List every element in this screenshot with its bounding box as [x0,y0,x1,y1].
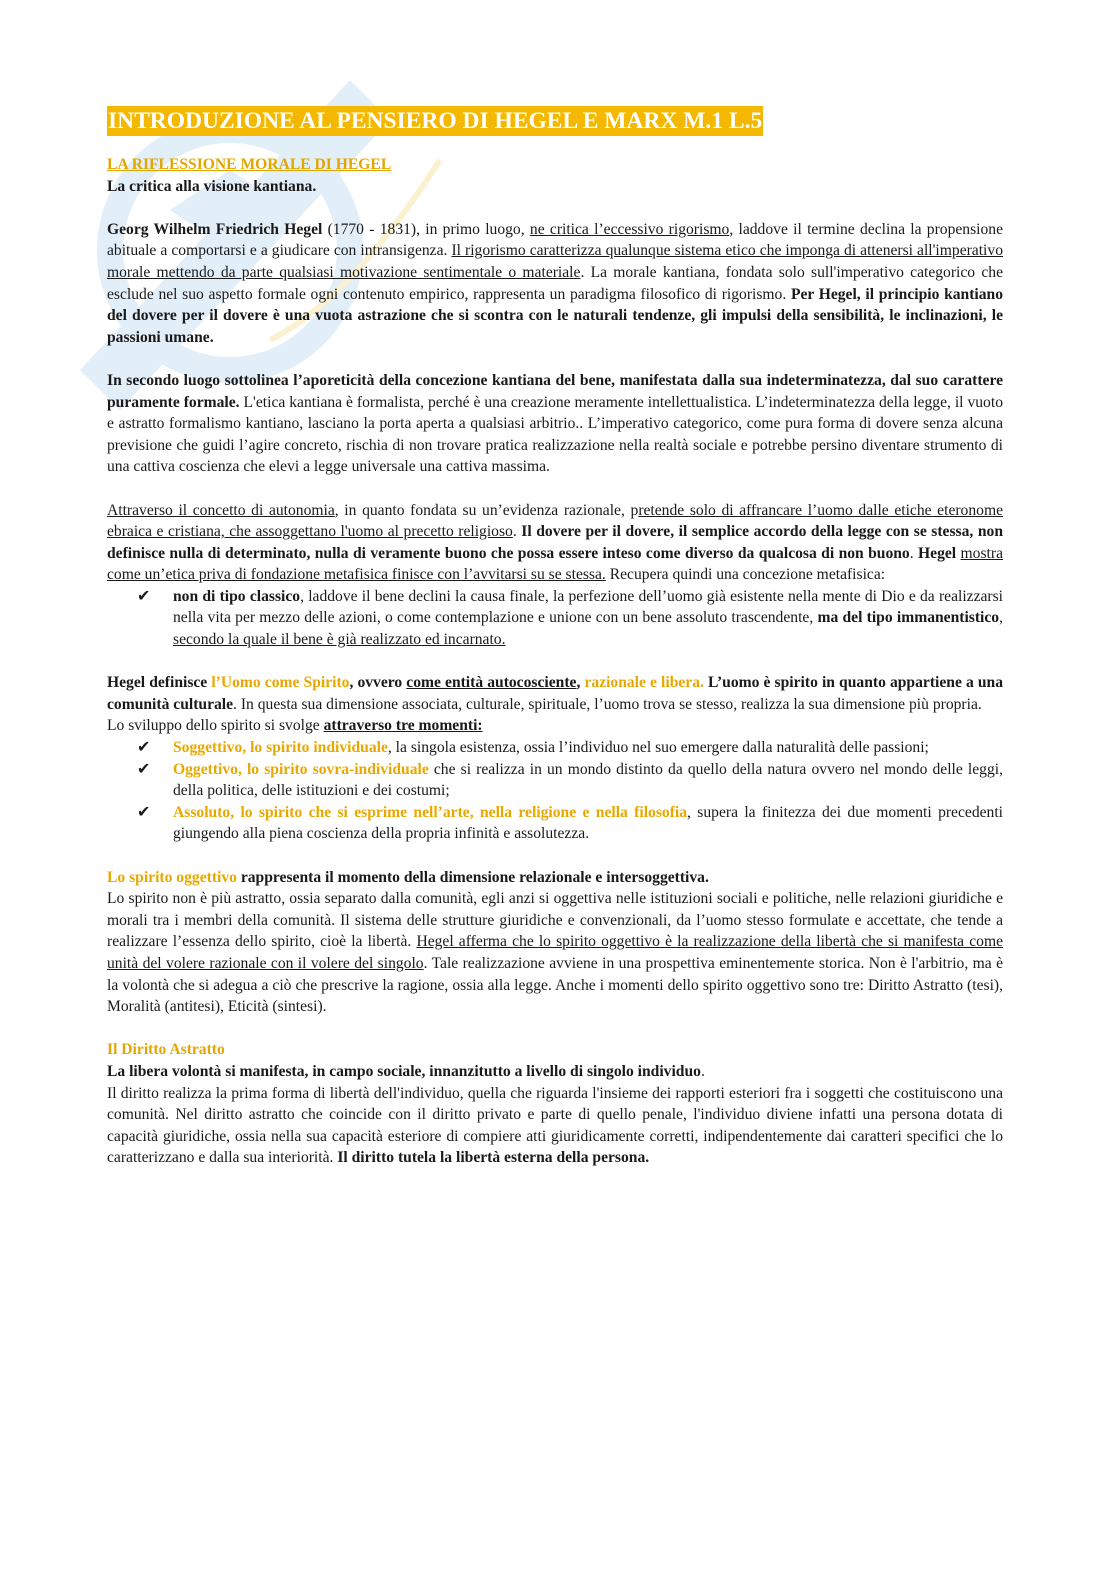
b1-underline-e: secondo la quale il bene è già realizzato ed incarnato. [173,631,506,649]
p3-underline-a: Attraverso il concetto di autonomia [107,501,335,519]
checkmark-icon: ✔ [137,587,151,605]
list-item [137,737,1003,759]
p4-orange-f: razionale e libera. [584,674,704,692]
b1-text-b: , laddove il bene declini la causa finale, la perfezione dell’uomo già esistente nella mente di Dio e da realizzarsi nella vita per mezzo delle azioni, o come contemplazione e unione con un bene assoluto trascendente, [173,587,1004,627]
section-heading-text: LA RIFLESSIONE MORALE DI HEGEL [107,156,392,173]
subsection-heading-text: Il Diritto Astratto [107,1041,225,1059]
list-item [137,759,1003,802]
s2-bold-lead: La libera volontà si manifesta, in campo sociale, innanzitutto a livello di singolo individuo [107,1062,701,1080]
p3-text-j: Recupera quindi una concezione metafisica: [605,566,886,584]
s2-lead-end: . [700,1062,705,1080]
paragraph-abstract-right [107,1083,1003,1169]
list-item [137,586,1004,651]
paragraph-objective-spirit-lead [107,867,1003,889]
p3-bold-g: Hegel [918,544,957,562]
p5-text-c: Lo spirito non è più astratto, ossia separato dalla comunità, egli anzi si oggettiva nelle istituzioni sociali e politiche, nelle relazioni giuridiche e morali tra i membri della comunità. Il sistema delle strutture giuridiche e convenzionali, da l’uomo stesso formulate e accettate, che tende a realizzare l’essenza dello spirito, cioè la libertà. [107,890,1003,951]
p5-bold-b: rappresenta il momento della dimensione relazionale e intersoggettiva. [236,868,709,886]
p4-bold-e: , [576,674,585,692]
p4-underline-j: attraverso tre momenti: [323,717,483,735]
b1-bold-c: ma del tipo immanentistico [817,609,1000,627]
p5-orange-a: Lo spirito oggettivo [107,868,237,886]
p1-underline-c: ne critica l’eccessivo rigorismo [529,220,730,238]
p4-orange-b: l’Uomo come Spirito [211,674,350,692]
paragraph-hegel-rigorism [107,219,1003,349]
section-heading [107,154,1003,176]
b1-text-d: , [999,609,1003,627]
p1-text-f: . La morale kantiana, fondata solo sull'imperativo categorico che esclude nel suo aspetto formale ogni contenuto empirico, rappresenta un paradigma filosofico di rigorismo. [107,263,1003,303]
document-page [107,106,1003,1169]
moment-text: , supera la finitezza dei due momenti precedenti giungendo alla piena coscienza della propria infinità e assolutezza. [173,803,1003,843]
paragraph-aporeticity [107,370,1003,478]
p3-underline-c: retende solo di affrancare l’uomo dalle etiche eteronome ebraica e cristiana, che assoggettano l'uomo al precetto religioso [107,501,1003,541]
moments-list [107,737,1003,845]
paragraph-autonomy [107,500,1003,586]
p1-text-b: (1770 - 1831), in primo luogo, [322,220,530,238]
moment-text: , la singola esistenza, ossia l’individuo nel suo emergere dalla naturalità delle passioni; [387,739,929,757]
p1-name: Georg Wilhelm Friedrich Hegel [107,220,323,238]
moment-title: Assoluto, lo spirito che si esprime nell’arte, nella religione e nella filosofia [173,803,688,821]
p4-text-h: . In questa sua dimensione associata, culturale, spirituale, l’uomo trova se stesso, realizza la sua dimensione più propria. [233,695,982,713]
metaphysics-list [107,586,1003,651]
p1-underline-e: Il rigorismo caratterizza qualunque sistema etico che imponga di attenersi all'imperativo morale mettendo da parte qualsiasi motivazione sentimentale o materiale [107,242,1003,281]
moment-text: che si realizza in un mondo distinto da quello della natura ovvero nel mondo delle leggi, della politica, delle istituzioni e dei costumi; [173,760,1003,800]
checkmark-icon: ✔ [137,803,151,821]
p3-bold-e: Il dovere per il dovere, il semplice accordo della legge con se stessa, non definisce nulla di determinato, nulla di veramente buono che possa essere inteso come diverso da qualcosa di non buono [107,523,1003,562]
paragraph-abstract-right-lead [107,1061,1003,1083]
p4-text-i: Lo sviluppo dello spirito si svolge [107,717,324,735]
moment-title: Soggettivo, lo spirito individuale [173,739,388,757]
paragraph-objective-spirit [107,888,1003,1018]
p4-bold-c: , ovvero [349,674,407,692]
p3-text-d: . [512,523,522,541]
p1-bold-g: Per Hegel, il principio kantiano del dovere per il dovere è una vuota astrazione che si scontra con le naturali tendenze, gli impulsi della sensibilità, le inclinazioni, le passioni umane. [107,285,1004,346]
p2-text-b: L'etica kantiana è formalista, perché è una creazione meramente intellettualistica. L’indeterminatezza della legge, il vuoto e astratto formalismo kantiano, lasciano la porta aperta a qualsiasi arbitrio.. L’imperativo categorico, come pura forma di dovere senza alcuna previsione che guidi l’agire concreto, rischia di non trovare pratica realizzazione nella realtà sociale e potrebbe persino diventare strumento di una cattiva coscienza che elevi a legge universale una cattiva massima. [107,393,1003,476]
paragraph-moments-intro [107,715,1003,737]
p4-bold-g: L’uomo è spirito in quanto appartiene a una comunità culturale [107,674,1003,713]
checkmark-icon: ✔ [137,760,151,778]
p4-underline-d: come entità autocosciente [406,674,577,692]
p2-bold-a: In secondo luogo sottolinea l’aporeticità della concezione kantiana del bene, manifestata dalla sua indeterminatezza, dal suo carattere puramente formale. [107,371,1003,411]
p1-text-d: , laddove il termine declina la propensione abituale a comportarsi e a giudicare con intransigenza. [107,220,1004,260]
p4-bold-a: Hegel definisce [107,674,212,692]
p3-text-f: . [909,544,919,562]
p5-underline-d: Hegel afferma che lo spirito oggettivo è la realizzazione della libertà che si manifesta come unità del volere razionale con il volere del singolo [107,933,1003,972]
paragraph-spirit [107,672,1003,715]
subsection-heading [107,1039,1003,1061]
section-subheading: La critica alla visione kantiana. [107,177,317,195]
s2-bold-b: Il diritto tutela la libertà esterna della persona. [337,1149,650,1167]
p5-text-e: . Tale realizzazione avviene in una prospettiva eminentemente storica. Non è l'arbitrio, ma è la volontà che si adegua a ciò che prescrive la ragione, ossia alla legge. Anche i momenti dello spirito oggettivo sono tre: Diritto Astratto (tesi), Moralità (antitesi), Eticità (sintesi). [107,954,1003,1016]
document-title: INTRODUZIONE AL PENSIERO DI HEGEL E MARX M.1 L.5 [108,108,763,134]
moment-title: Oggettivo, lo spirito sovra-individuale [173,760,429,778]
p3-text-b: , in quanto fondata su un’evidenza razionale, p [334,501,639,519]
checkmark-icon: ✔ [137,739,151,757]
list-item [137,802,1003,845]
p3-underline-i: mostra come un’etica priva di fondazione metafisica finisce con l’avvitarsi su se stessa. [107,544,1003,584]
s2-text-a: Il diritto realizza la prima forma di libertà dell'individuo, quella che riguarda l'insieme dei rapporti esteriori fra i soggetti che costituiscono una comunità. Nel diritto astratto che coincide con il diritto privato e parte di quello penale, l'individuo diviene infatti una persona dotata di capacità giuridiche, ossia nella sua capacità esteriore di compiere atti giuridicamente corretti, indipendentemente dai caratteri specifici che lo caratterizzano e dalla sua interiorità. [107,1084,1003,1167]
b1-bold-a: non di tipo classico [173,587,301,605]
